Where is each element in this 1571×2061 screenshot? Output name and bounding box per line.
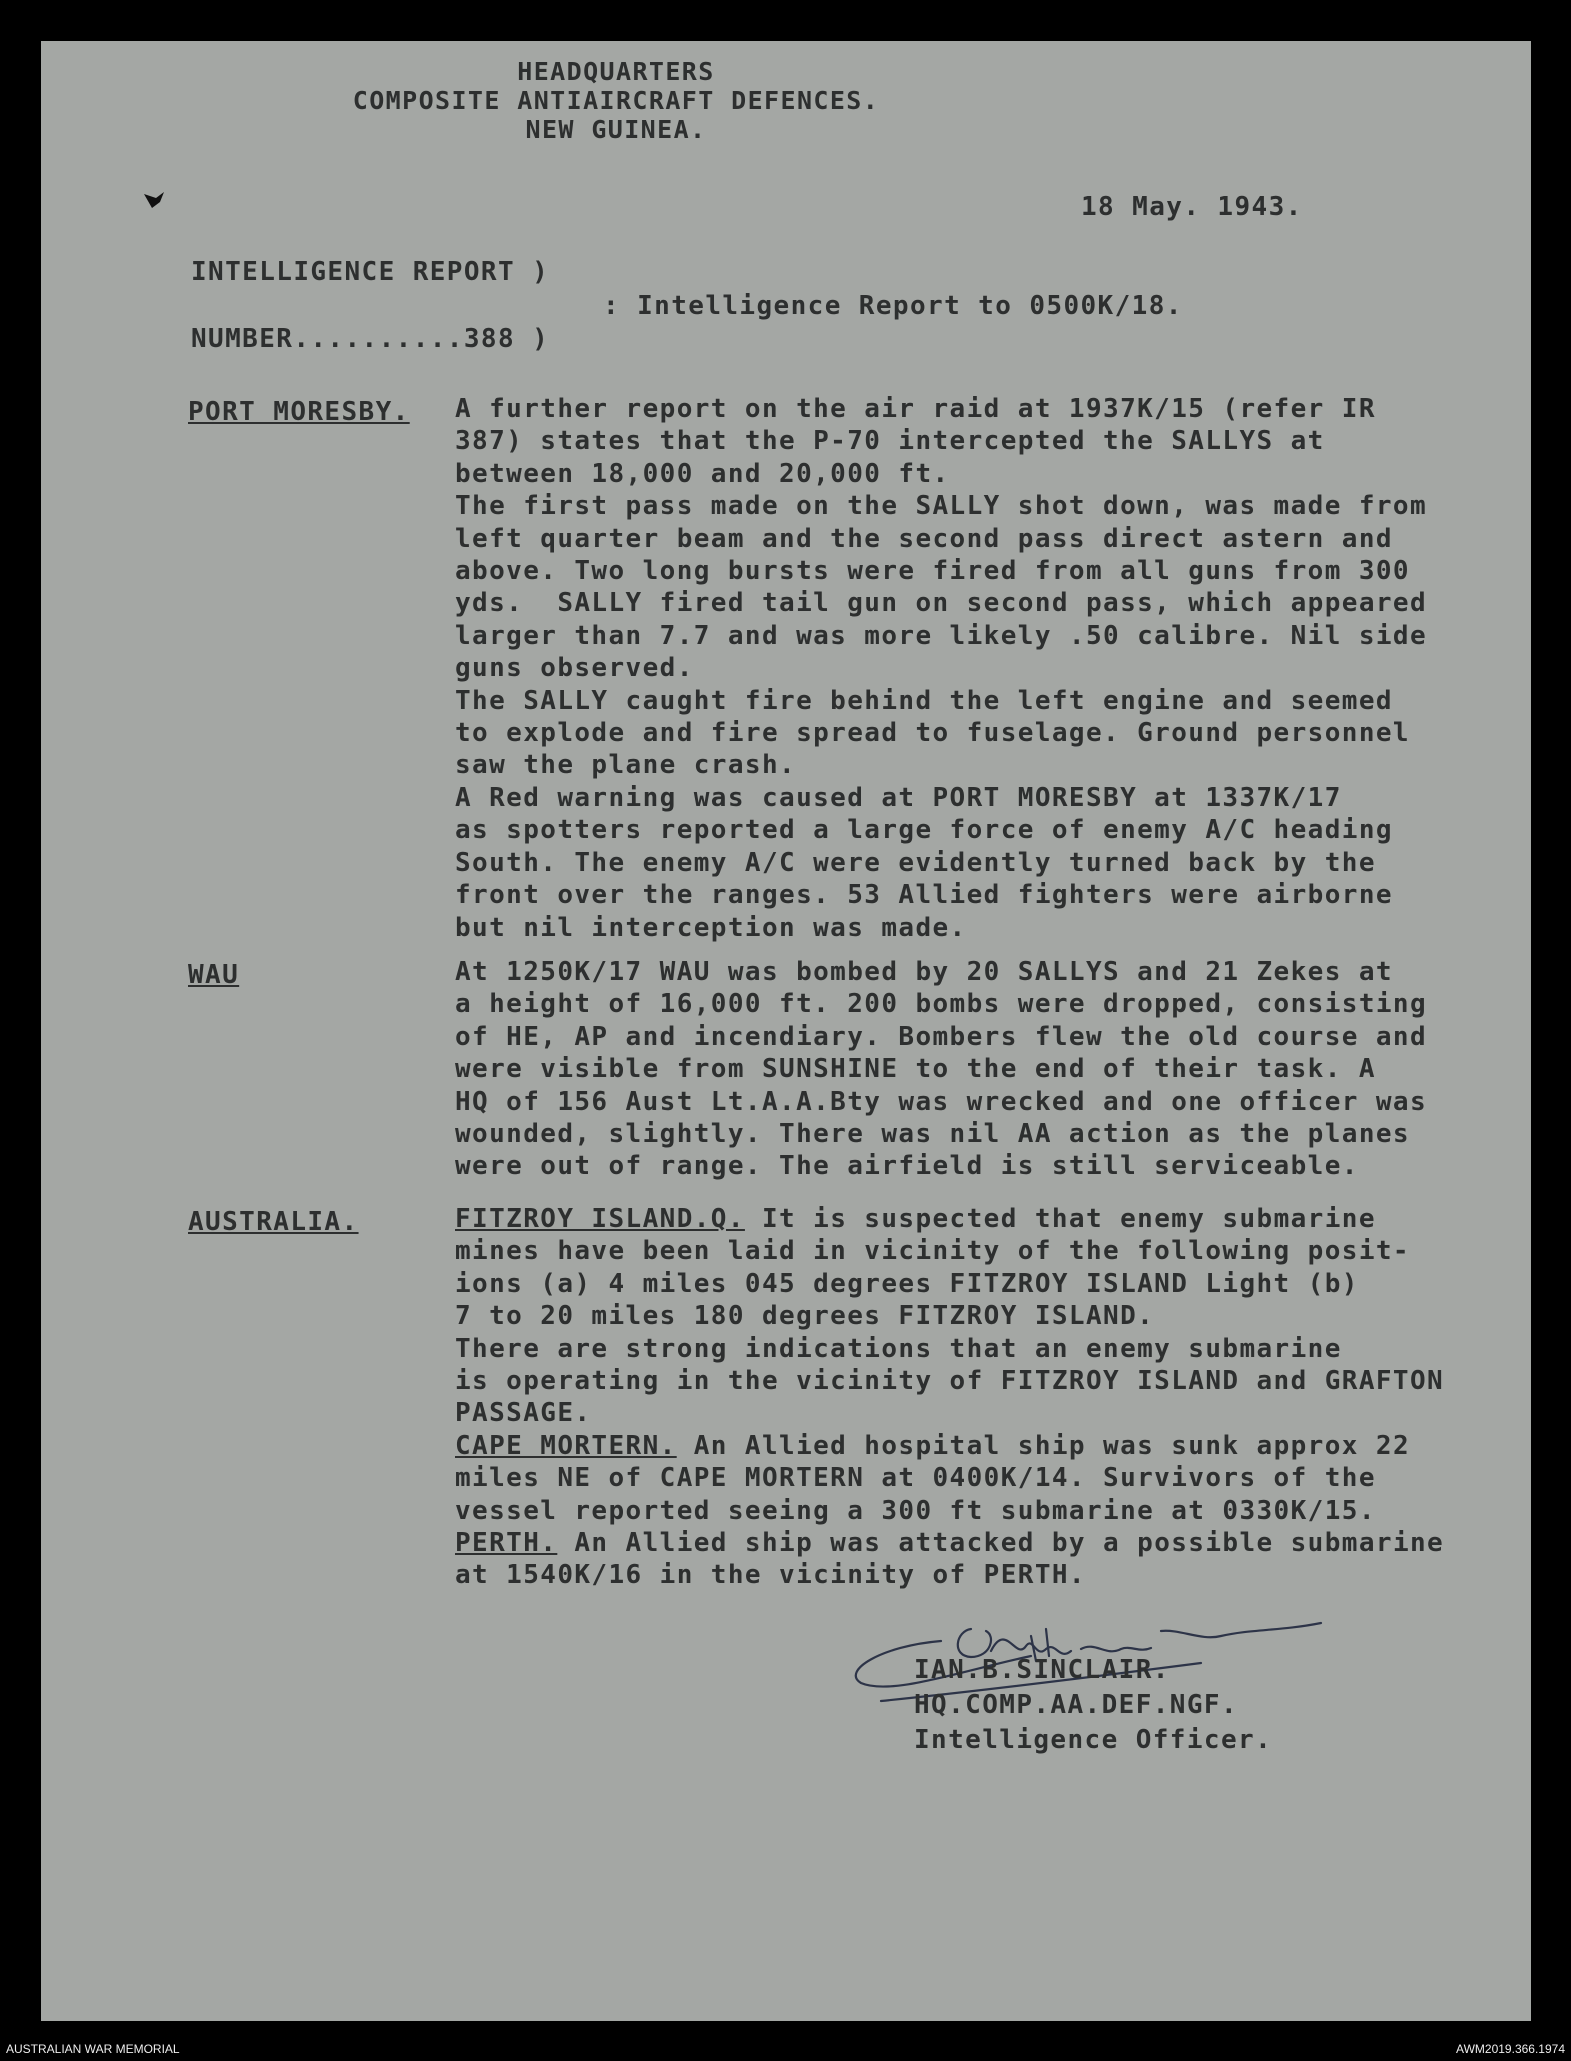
subsection-cape-heading: CAPE MORTERN. xyxy=(455,1430,677,1461)
report-label: INTELLIGENCE REPORT ) xyxy=(191,257,550,287)
subsection-cape-text: An Allied hospital ship was sunk approx 22 miles NE of CAPE MORTERN at 0400K/14. Survivors of the vessel reported seeing a 300 ft submarine at 0330K/15. xyxy=(455,1430,1410,1526)
section-body-australia xyxy=(455,1203,1525,1592)
paper-sheet xyxy=(41,41,1531,2021)
report-title: : Intelligence Report to 0500K/18. xyxy=(603,291,1183,321)
subsection-perth-heading: PERTH. xyxy=(455,1528,558,1559)
subsection-perth-text: An Allied ship was attacked by a possible submarine at 1540K/16 in the vicinity of PERTH. xyxy=(455,1528,1445,1591)
report-number: NUMBER..........388 ) xyxy=(191,324,550,354)
section-label-wau: WAU xyxy=(188,960,240,990)
paper-mark xyxy=(142,188,168,210)
header-line-2: COMPOSITE ANTIAIRCRAFT DEFENCES. xyxy=(352,86,880,115)
report-date: 18 May. 1943. xyxy=(1081,192,1303,222)
section-body-port-moresby: A further report on the air raid at 1937K/15 (refer IR 387) states that the P-70 intercepted the SALLYS at between 18,000 and 20,000 ft. The first pass made on the SALLY shot down, was made from left quarter beam and the second pass direct astern and above. Two long bursts were fired from all guns from 300 yds. SALLY fired tail gun on second pass, which appeared larger than 7.7 and was more likely .50 calibre. Nil side guns observed. The SALLY caught fire behind the left engine and seemed to explode and fire spread to fuselage. Ground personnel saw the plane crash. A Red warning was caused at PORT MORESBY at 1337K/17 as spotters reported a large force of enemy A/C heading South. The enemy A/C were evidently turned back by the front over the ranges. 53 Allied fighters were airborne but nil interception was made. xyxy=(455,394,1428,943)
section-label-port-moresby: PORT MORESBY. xyxy=(188,397,410,427)
section-label-australia: AUSTRALIA. xyxy=(188,1207,359,1237)
signatory-name: IAN.B.SINCLAIR. xyxy=(914,1655,1170,1685)
footer-institution: AUSTRALIAN WAR MEMORIAL xyxy=(6,2042,180,2056)
header-line-3: NEW GUINEA. xyxy=(525,115,707,144)
subsection-fitzroy-heading: FITZROY ISLAND.Q. xyxy=(455,1204,745,1234)
header-line-1: HEADQUARTERS xyxy=(517,57,715,86)
signatory-unit: HQ.COMP.AA.DEF.NGF. xyxy=(914,1690,1239,1720)
section-body-wau: At 1250K/17 WAU was bombed by 20 SALLYS and 21 Zekes at a height of 16,000 ft. 200 bombs were dropped, consisting of HE, AP and incendiary. Bombers flew the old course and were visible from SUNSHINE to the end of their task. A HQ of 156 Aust Lt.A.A.Bty was wrecked and one officer was wounded, slightly. There was nil AA action as the planes were out of range. The airfield is still serviceable. xyxy=(455,957,1428,1182)
signatory-role: Intelligence Officer. xyxy=(914,1725,1273,1755)
footer-accession-number: AWM2019.366.1974 xyxy=(1456,2042,1565,2056)
signature-block xyxy=(914,1653,1272,1758)
subsection-fitzroy-text: It is suspected that enemy submarine mines have been laid in vicinity of the following posit- ions (a) 4 miles 045 degrees FITZROY ISLAND Light (b) 7 to 20 miles 180 degrees FITZROY ISLAND. There are strong indications that an enemy submarine is operating in the vicinity of FITZROY ISLAND and GRAFTON PASSAGE. xyxy=(455,1204,1445,1429)
